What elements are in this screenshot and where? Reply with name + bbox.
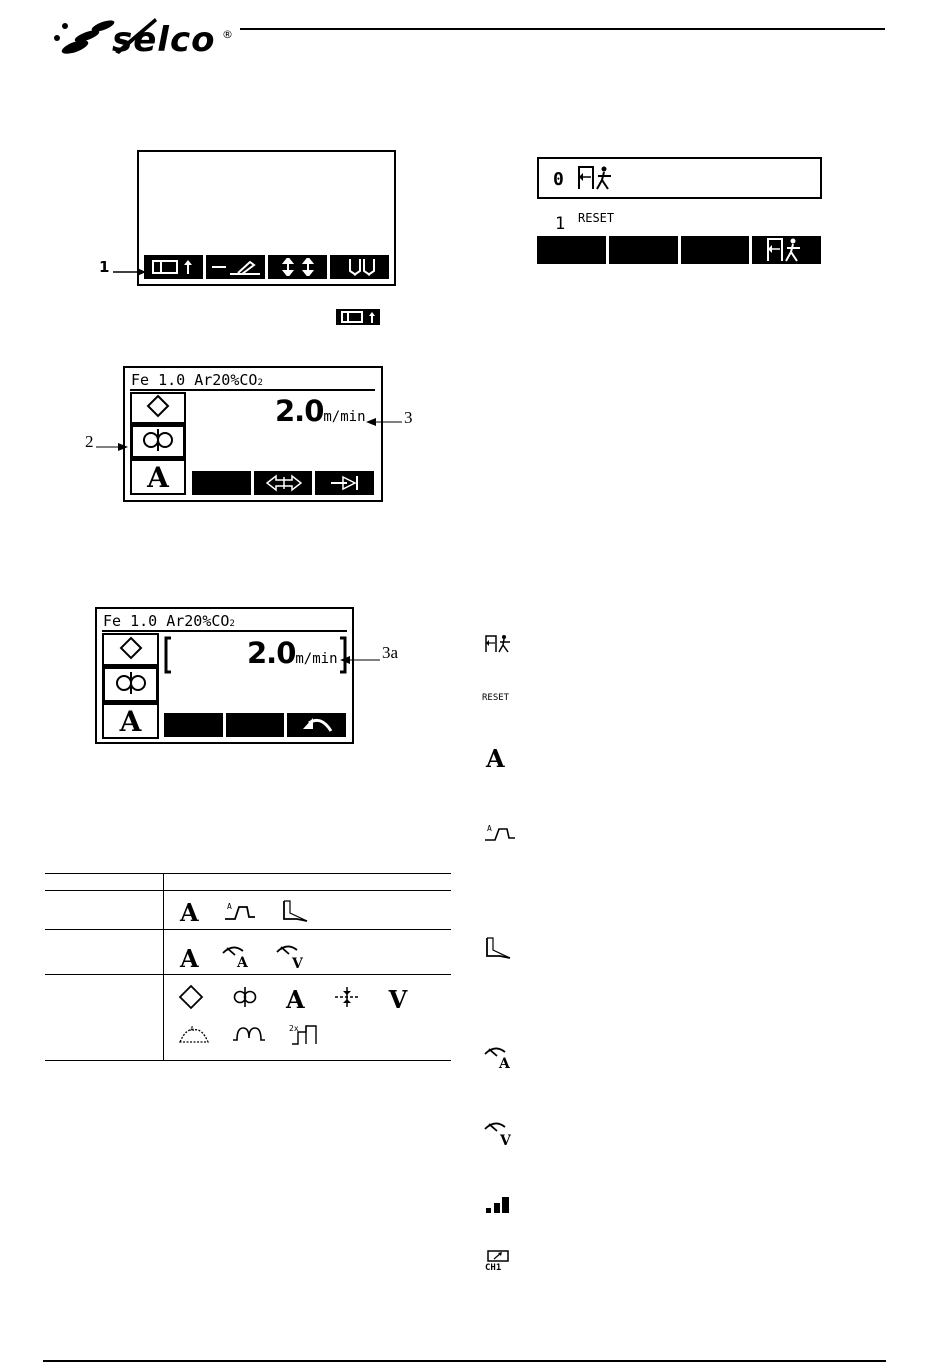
brand-name: selco (112, 20, 216, 60)
header-underline (102, 630, 347, 632)
double-pulse-icon (288, 1022, 320, 1050)
tab-current[interactable] (130, 459, 186, 495)
voltage-v-icon: V (388, 984, 408, 1014)
line1-number: 1 (555, 214, 566, 234)
svg-text:A: A (487, 824, 492, 833)
softkey-1[interactable] (144, 255, 203, 279)
svg-text:A: A (236, 955, 248, 969)
tab-wire-feed[interactable] (130, 424, 186, 459)
reset-label: RESET (482, 693, 510, 703)
svg-text:V: V (500, 1133, 511, 1147)
softkey-adjust[interactable] (254, 471, 313, 495)
signal-icon (485, 1196, 511, 1218)
svg-text:V: V (291, 956, 303, 970)
softkey-3[interactable] (681, 236, 750, 264)
callout-3-arrow (366, 412, 402, 431)
header-rule (240, 28, 885, 30)
display-figure-3 (95, 607, 354, 744)
diamond-icon (178, 984, 204, 1014)
display-figure-4 (537, 157, 822, 199)
voltmeter-icon (275, 942, 307, 974)
softkey-undo[interactable] (287, 713, 346, 737)
callout-1: 1 (99, 258, 110, 276)
display-figure-2 (123, 366, 383, 502)
screen-up-icon (152, 259, 196, 275)
parameter-table (45, 873, 451, 1061)
table-row (178, 984, 407, 1014)
current-icon: A (486, 744, 505, 773)
display-figure-1 (137, 150, 396, 286)
softkey-bar (192, 471, 374, 495)
voltmeter-icon (483, 1119, 515, 1151)
arc-length-icon (333, 985, 361, 1013)
table-row (178, 1022, 320, 1050)
wire-speed-value: 2.0m/min (247, 636, 338, 670)
softkey-4[interactable] (330, 255, 389, 279)
callout-2: 2 (85, 432, 94, 451)
softkey-blank[interactable] (192, 471, 251, 495)
exit-arrow-icon (329, 474, 363, 496)
callout-1-arrow (113, 262, 147, 281)
back-icon (766, 237, 806, 267)
table-row (180, 898, 309, 927)
softkey-3[interactable] (268, 255, 327, 279)
softkey-2[interactable] (206, 255, 265, 279)
header-underline (130, 389, 375, 391)
tab-diamond[interactable] (130, 392, 186, 424)
slope-icon (484, 936, 512, 964)
tab-diamond[interactable] (102, 633, 159, 666)
diamond-icon (118, 635, 144, 665)
svg-text:2x: 2x (289, 1024, 299, 1033)
softkey-2[interactable] (609, 236, 678, 264)
slope-icon (281, 899, 309, 927)
tab-current[interactable] (102, 703, 159, 739)
callout-3a-arrow (340, 650, 380, 669)
wire-feed-icon (114, 671, 148, 699)
softkey-bar (537, 236, 821, 264)
back-icon (484, 634, 514, 658)
process-header: Fe 1.0 Ar20%CO2 (103, 612, 235, 630)
process-header: Fe 1.0 Ar20%CO2 (131, 371, 263, 389)
callout-3: 3 (404, 408, 413, 427)
wire-feed-icon (141, 428, 175, 456)
wire-feed-icon (232, 986, 258, 1012)
tab-wire-feed[interactable] (102, 666, 159, 703)
registered-mark: ® (222, 28, 233, 41)
softkey-back[interactable] (752, 236, 821, 264)
softkey-blank-2[interactable] (226, 713, 285, 737)
svg-text:A: A (190, 1025, 195, 1033)
softkey-bar (144, 255, 389, 279)
slope-edit-icon (210, 258, 262, 276)
inline-screen-up-icon (336, 309, 380, 325)
svg-text:A: A (499, 1056, 510, 1070)
softkey-blank-1[interactable] (164, 713, 223, 737)
softkey-exit[interactable] (315, 471, 374, 495)
undo-arrow-icon (301, 715, 335, 739)
up-down-arrows-icon (282, 258, 316, 276)
softkey-1[interactable] (537, 236, 606, 264)
channel-label: CH1 (485, 1263, 502, 1273)
back-icon (577, 165, 617, 195)
wire-speed-value: 2.0m/min (275, 394, 366, 428)
left-right-arrow-icon (266, 474, 302, 496)
footer-rule (43, 1360, 886, 1362)
inductance-icon (232, 1024, 266, 1048)
current-a-icon: A (147, 460, 169, 494)
diamond-icon (145, 393, 171, 423)
spatter-icon (178, 1022, 210, 1050)
current-a-icon: A (180, 898, 199, 927)
current-a-icon: A (119, 704, 142, 738)
table-row (180, 942, 307, 974)
edit-bracket-left (163, 636, 173, 678)
ammeter-icon (483, 1044, 515, 1074)
current-a-icon: A (286, 984, 305, 1014)
initial-current-icon (225, 899, 255, 927)
softkey-bar (164, 713, 346, 737)
callout-3a: 3a (382, 643, 399, 662)
ammeter-icon (221, 943, 253, 973)
initial-current-icon (485, 822, 515, 848)
down-arrows-icon (346, 257, 376, 277)
current-a-icon: A (180, 943, 199, 973)
callout-2-arrow (96, 437, 130, 456)
svg-text:A: A (226, 901, 232, 911)
line1-label: RESET (578, 211, 615, 225)
line0-number: 0 (553, 169, 564, 190)
